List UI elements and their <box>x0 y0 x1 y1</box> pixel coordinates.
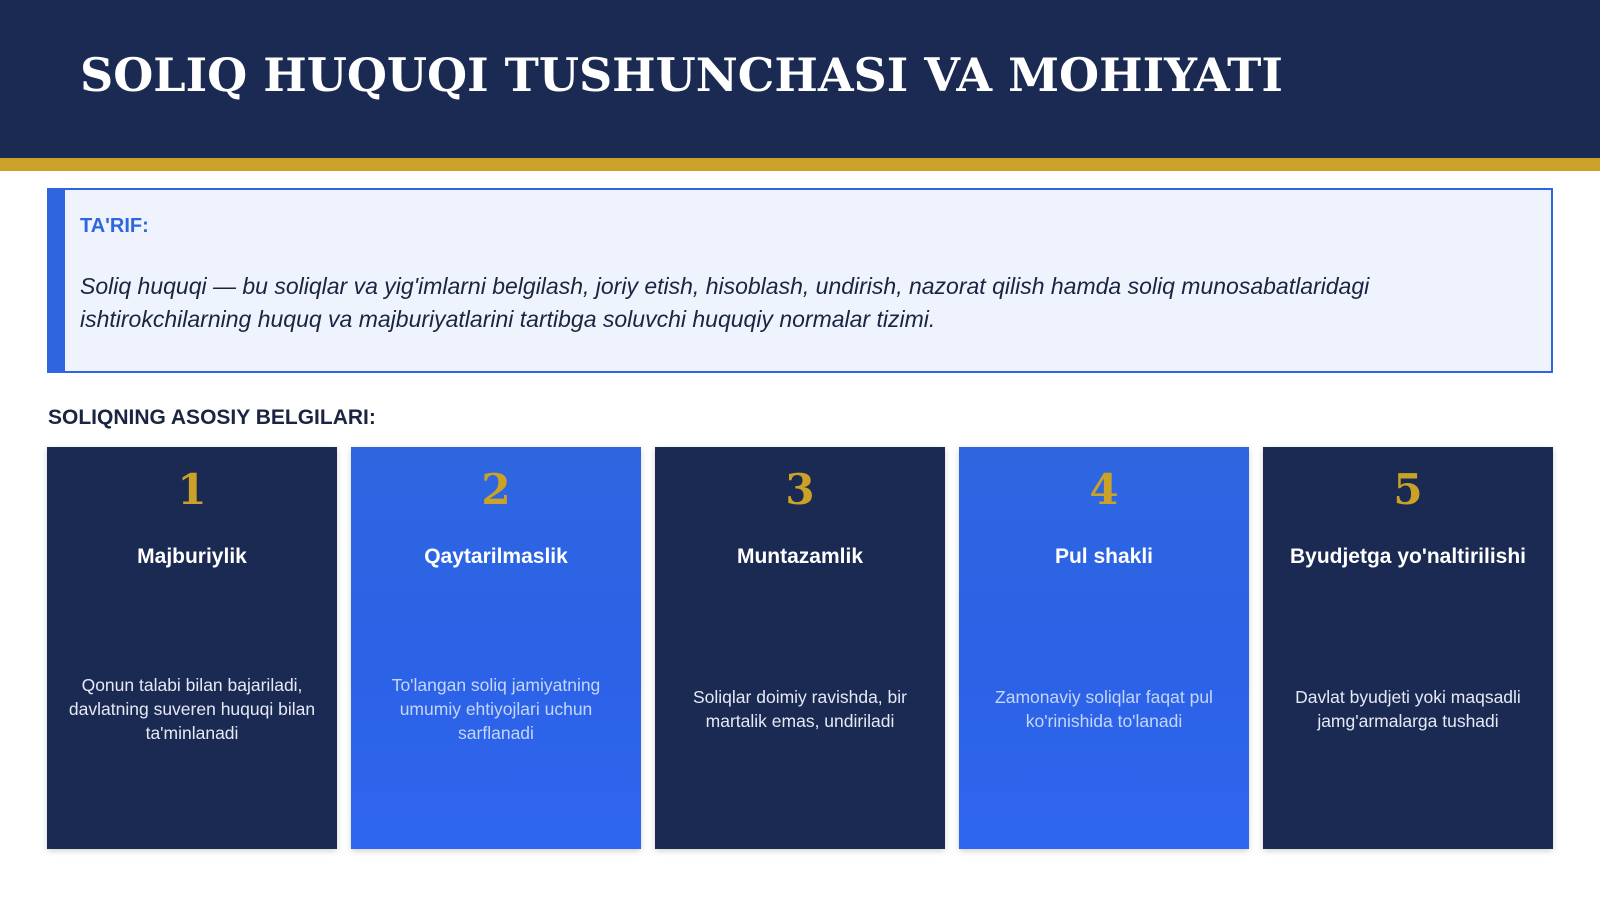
card-description: Davlat byudjeti yoki maqsadli jamg'armalarga tushadi <box>1295 687 1521 731</box>
card-number: 2 <box>481 465 511 514</box>
card-description: Zamonaviy soliqlar faqat pul ko'rinishida to'lanadi <box>995 687 1213 731</box>
card-title: Pul shakli <box>1054 545 1154 568</box>
feature-card-3 <box>655 447 945 849</box>
card-title: Byudjetga yo'naltirilishi <box>1289 545 1527 568</box>
feature-card-2 <box>351 447 641 849</box>
feature-card-4 <box>959 447 1249 849</box>
card-title: Qaytarilmaslik <box>424 545 568 568</box>
card-number: 4 <box>1089 465 1119 514</box>
card-description: Qonun talabi bilan bajariladi, davlatning suveren huquqi bilan ta'minlanadi <box>68 675 316 743</box>
feature-card-5 <box>1263 447 1553 849</box>
header-accent-bar <box>0 158 1600 171</box>
feature-cards <box>47 447 1553 849</box>
card-title: Majburiylik <box>137 545 247 568</box>
section-heading: SOLIQNING ASOSIY BELGILARI: <box>48 406 376 429</box>
slide-title: SOLIQ HUQUQI TUSHUNCHASI VA MOHIYATI <box>80 48 1283 102</box>
card-number: 5 <box>1393 465 1423 514</box>
definition-text: Soliq huquqi — bu soliqlar va yig'imlarni belgilash, joriy etish, hisoblash, undirish, nazorat qilish hamda soliq munosabatlaridagi ishtirokchilarning huquq va majburiyatlarini tartibga soluvchi huquqiy normalar tizimi. <box>80 273 1370 332</box>
feature-card-1 <box>47 447 337 849</box>
definition-label: TA'RIF: <box>80 215 149 237</box>
slide-header <box>0 0 1600 158</box>
card-title: Muntazamlik <box>736 545 864 568</box>
card-description: To'langan soliq jamiyatning umumiy ehtiyojlari uchun sarflanadi <box>391 675 601 743</box>
card-description: Soliqlar doimiy ravishda, bir martalik emas, undiriladi <box>693 687 907 731</box>
card-number: 1 <box>177 465 207 514</box>
card-number: 3 <box>785 465 815 514</box>
definition-box <box>47 188 1553 373</box>
